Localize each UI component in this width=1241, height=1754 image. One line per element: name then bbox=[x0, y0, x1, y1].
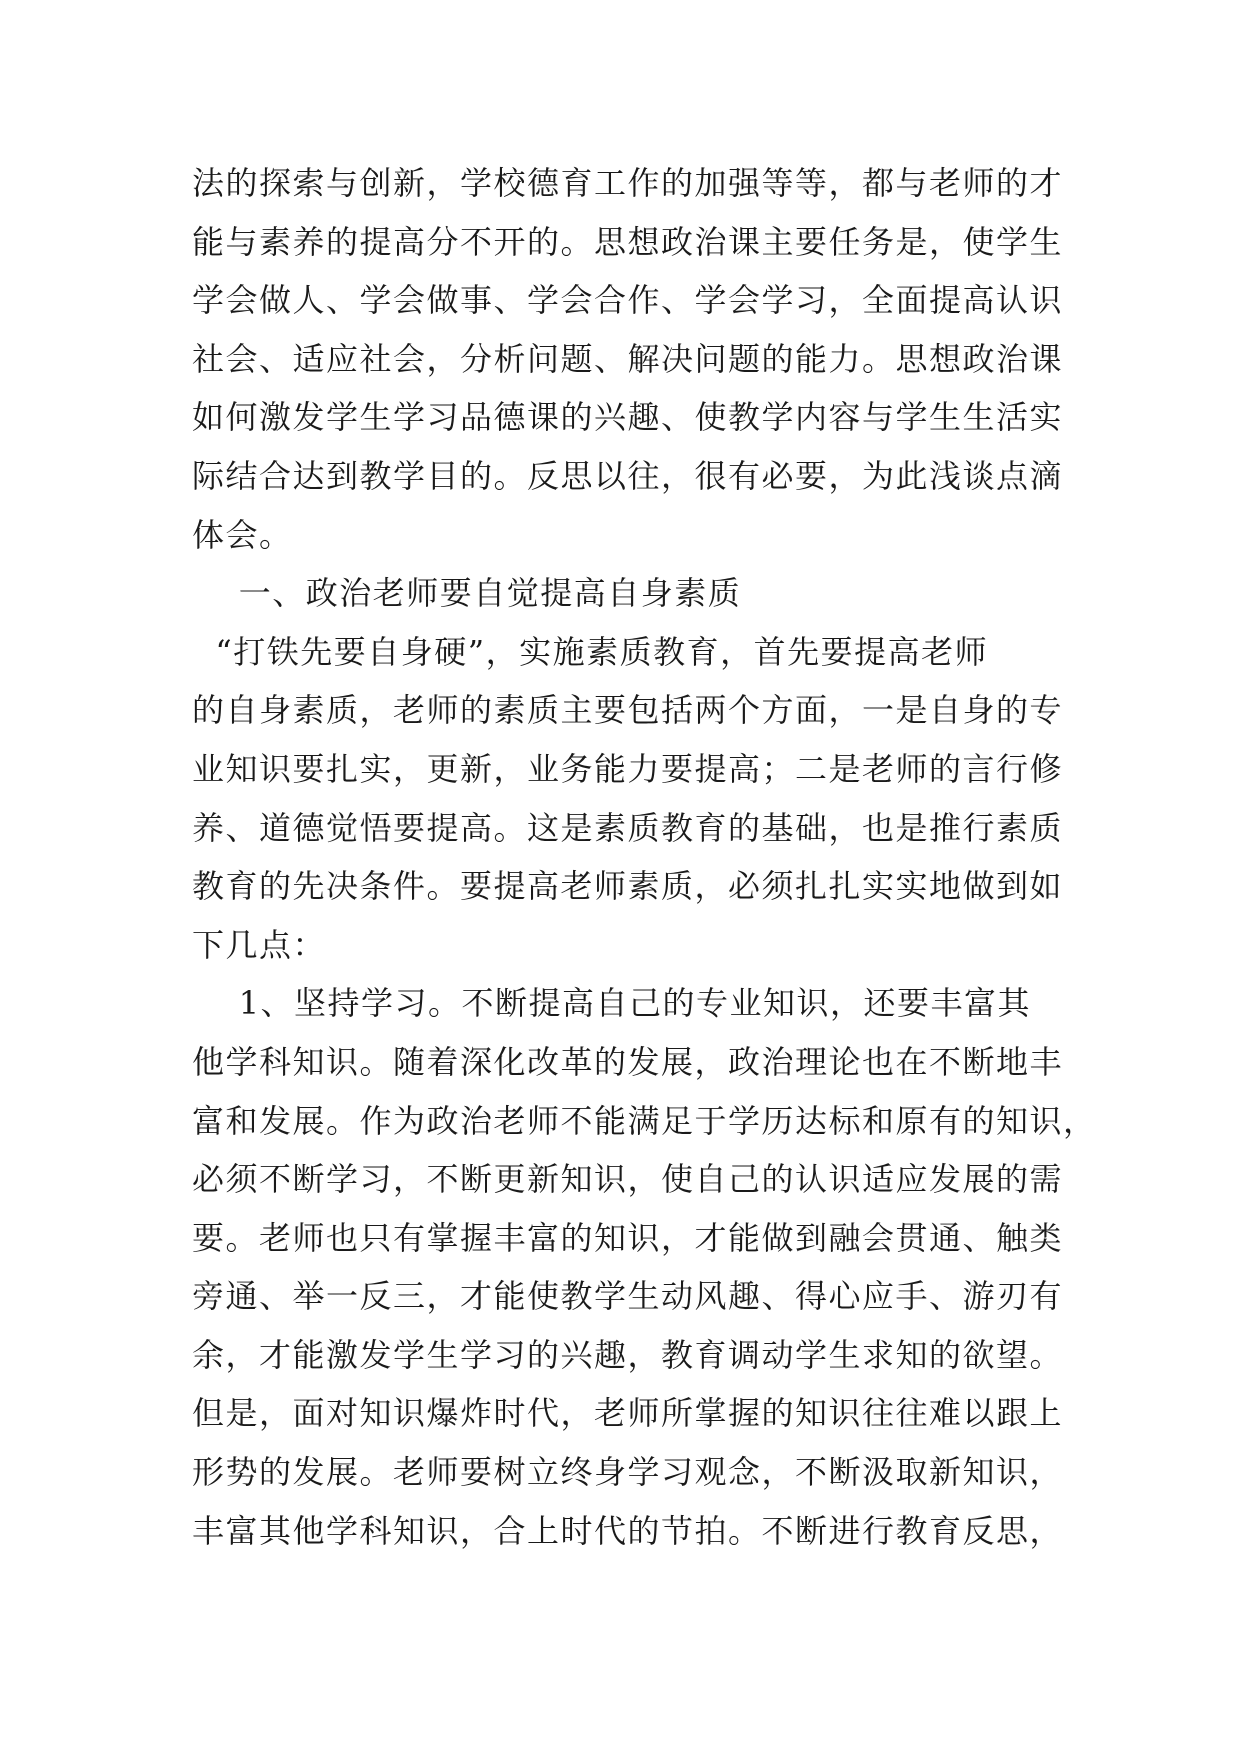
text-line: 形势的发展。老师要树立终身学习观念，不断汲取新知识， bbox=[192, 1453, 1064, 1492]
text-line: 养、道德觉悟要提高。这是素质教育的基础，也是推行素质 bbox=[192, 808, 1064, 847]
section-heading: 一、政治老师要自觉提高自身素质 bbox=[192, 574, 742, 613]
text-line: 富和发展。作为政治老师不能满足于学历达标和原有的知识， bbox=[192, 1101, 1097, 1140]
text-line: 余，才能激发学生学习的兴趣，教育调动学生求知的欲望。 bbox=[192, 1335, 1064, 1374]
text-line: 1、坚持学习。不断提高自己的专业知识，还要丰富其 bbox=[192, 984, 1032, 1023]
text-line: 法的探索与创新，学校德育工作的加强等等，都与老师的才 bbox=[192, 164, 1064, 202]
text-line: 要。老师也只有掌握丰富的知识，才能做到融会贯通、触类 bbox=[192, 1218, 1064, 1257]
text-line: 丰富其他学科知识，合上时代的节拍。不断进行教育反思， bbox=[192, 1511, 1064, 1550]
text-line: 的自身素质，老师的素质主要包括两个方面，一是自身的专 bbox=[192, 691, 1064, 730]
text-line: 能与素养的提高分不开的。思想政治课主要任务是，使学生 bbox=[192, 222, 1064, 261]
text-line: 社会、适应社会，分析问题、解决问题的能力。思想政治课 bbox=[192, 339, 1064, 378]
text-line: 他学科知识。随着深化改革的发展，政治理论也在不断地丰 bbox=[192, 1042, 1064, 1081]
text-line: 业知识要扎实，更新，业务能力要提高；二是老师的言行修 bbox=[192, 749, 1064, 788]
text-line: 必须不断学习，不断更新知识，使自己的认识适应发展的需 bbox=[192, 1160, 1064, 1199]
text-line: 下几点： bbox=[192, 925, 327, 964]
text-line: 但是，面对知识爆炸时代，老师所掌握的知识往往难以跟上 bbox=[192, 1394, 1064, 1433]
text-line: 如何激发学生学习品德课的兴趣、使教学内容与学生生活实 bbox=[192, 398, 1064, 437]
body-text bbox=[192, 154, 1097, 1560]
text-line: 体会。 bbox=[192, 515, 293, 554]
text-line: “打铁先要自身硬”，实施素质教育，首先要提高老师 bbox=[192, 632, 989, 671]
text-line: 际结合达到教学目的。反思以往，很有必要，为此浅谈点滴 bbox=[192, 456, 1064, 495]
text-line: 旁通、举一反三，才能使教学生动风趣、得心应手、游刃有 bbox=[192, 1277, 1064, 1316]
text-line: 学会做人、学会做事、学会合作、学会学习，全面提高认识 bbox=[192, 281, 1064, 320]
text-line: 教育的先决条件。要提高老师素质，必须扎扎实实地做到如 bbox=[192, 867, 1064, 906]
